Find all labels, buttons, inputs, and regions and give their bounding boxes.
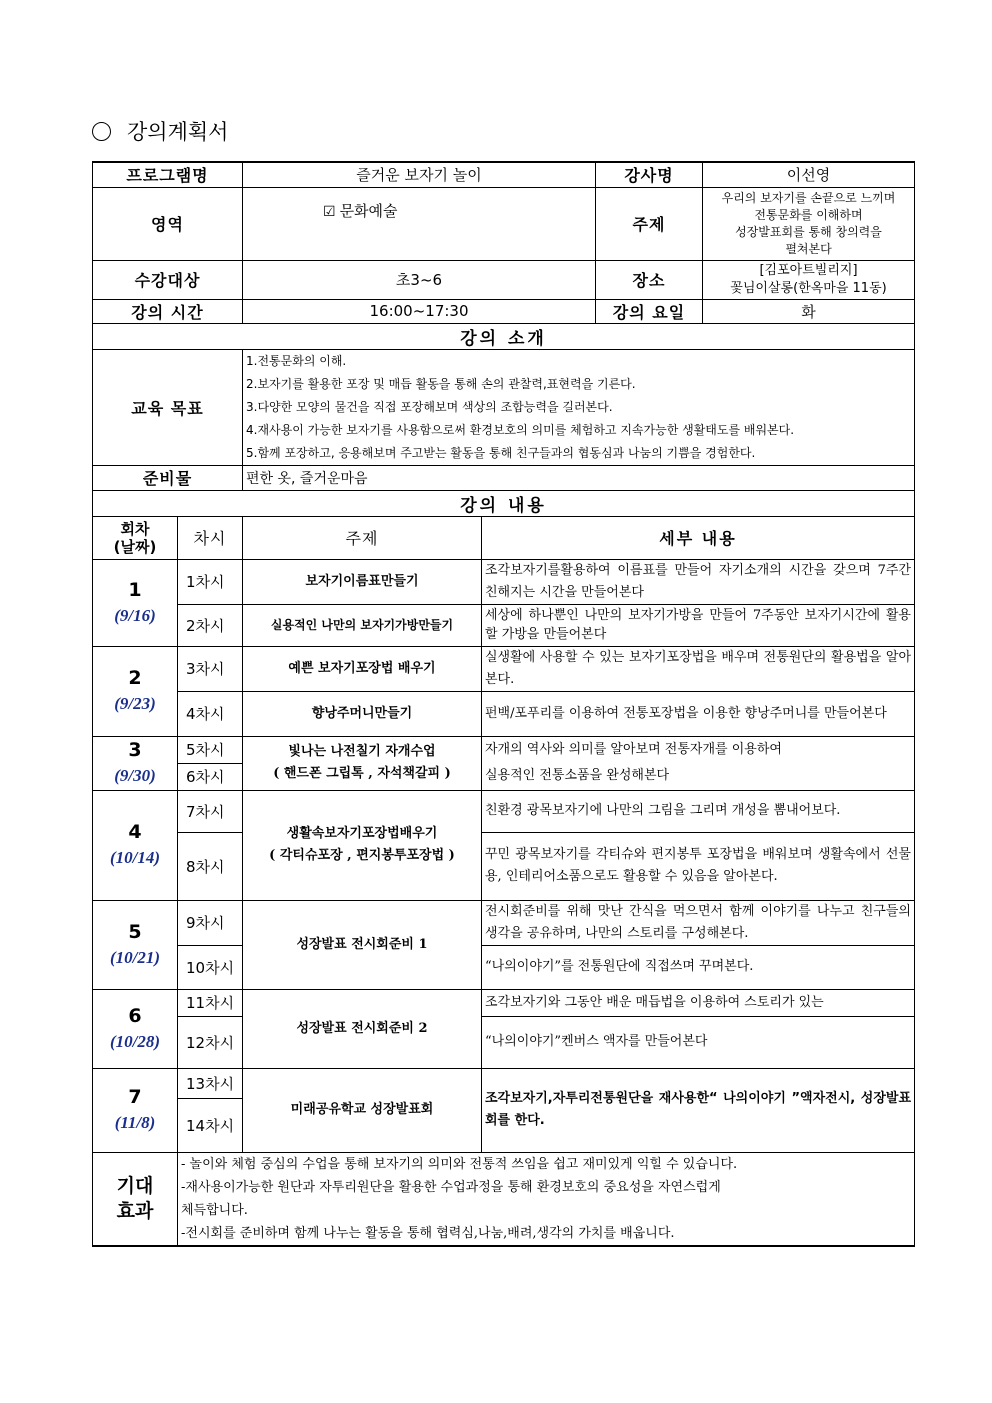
goal-item: 1.전통문화의 이해. <box>246 353 347 368</box>
week-date: (11/8) <box>114 1113 156 1132</box>
area-value: 문화예술 <box>339 201 398 220</box>
session-label: 9차시 <box>178 900 243 945</box>
goal-item: 4.재사용이 가능한 보자기를 사용함으로써 환경보호의 의미를 체험하고 지속가능한 생활태도를 배워본다. <box>246 422 795 437</box>
header-week-line: (날짜) <box>113 537 157 556</box>
target-label: 수강대상 <box>93 260 243 299</box>
goals-label: 교육 목표 <box>93 349 243 465</box>
place-line: 꽃님이살롱(한옥마을 11동) <box>730 280 887 296</box>
effect-line: -재사용이가능한 원단과 자투리원단을 활용한 수업과정을 통해 환경보호의 중요성을 자연스럽게 <box>181 1179 721 1195</box>
session-detail: “나의이야기”켄버스 액자를 만들어본다 <box>482 1016 915 1068</box>
header-week <box>93 516 178 559</box>
session-detail: 조각보자기를활용하여 이름표를 만들어 자기소개의 시간을 갖으며 7주간 친해지는 시간을 만들어본다 <box>482 559 915 604</box>
week-date: (9/30) <box>114 766 156 785</box>
content-section-title: 강의 내용 <box>93 490 915 516</box>
session-label: 6차시 <box>178 763 243 790</box>
theme-line: 전통문화를 이해하며 <box>754 207 863 222</box>
program-label: 프로그램명 <box>93 162 243 187</box>
effect-label-line: 효과 <box>116 1199 154 1222</box>
session-label: 8차시 <box>178 832 243 900</box>
goal-item: 2.보자기를 활용한 포장 및 매듭 활동을 통해 손의 관찰력,표현력을 기른다. <box>246 376 636 391</box>
session-label: 10차시 <box>178 945 243 989</box>
materials-value: 편한 옷, 즐거운마음 <box>243 465 915 490</box>
session-topic: 실용적인 나만의 보자기가방만들기 <box>243 604 482 646</box>
session-label: 2차시 <box>178 604 243 646</box>
materials-label: 준비물 <box>93 465 243 490</box>
session-topic: 미래공유학교 성장발표회 <box>243 1068 482 1152</box>
week-cell <box>93 900 178 989</box>
session-label: 13차시 <box>178 1068 243 1098</box>
session-label: 14차시 <box>178 1098 243 1152</box>
session-detail: 실용적인 전통소품을 완성해본다 <box>482 763 915 790</box>
week-cell <box>93 646 178 736</box>
theme-value <box>703 187 915 260</box>
session-detail: 자개의 역사와 의미를 알아보며 전통자개를 이용하여 <box>482 736 915 763</box>
theme-line: 펼쳐본다 <box>785 241 832 256</box>
week-number: 3 <box>128 739 142 761</box>
area-label: 영역 <box>93 187 243 260</box>
goals-list <box>243 349 915 465</box>
theme-line: 성장발표회를 통해 창의력을 <box>735 224 882 239</box>
document-title-text: 강의계획서 <box>127 120 229 144</box>
effect-line: - 놀이와 체험 중심의 수업을 통해 보자기의 의미와 전통적 쓰임을 쉽고 재미있게 익힐 수 있습니다. <box>181 1156 738 1172</box>
header-session: 차시 <box>178 516 243 559</box>
session-topic <box>243 736 482 790</box>
checkbox-checked-icon: ☑ <box>323 203 336 220</box>
theme-line: 우리의 보자기를 손끝으로 느끼며 <box>721 190 896 205</box>
week-date: (10/14) <box>109 848 161 867</box>
week-cell <box>93 1068 178 1152</box>
area-value-cell <box>243 187 596 260</box>
effect-label <box>93 1152 178 1246</box>
session-detail: 조각보자기,자투리전통원단을 재사용한“ 나의이야기 ”액자전시, 성장발표회를 한다. <box>482 1068 915 1152</box>
week-date: (10/28) <box>109 1031 161 1051</box>
day-value: 화 <box>703 299 915 323</box>
week-number: 5 <box>128 920 142 943</box>
session-topic: 성장발표 전시회준비 2 <box>243 989 482 1068</box>
effect-list <box>178 1152 915 1246</box>
program-value: 즐거운 보자기 놀이 <box>243 162 596 187</box>
session-topic <box>243 790 482 900</box>
time-value: 16:00~17:30 <box>243 299 596 323</box>
session-label: 7차시 <box>178 790 243 832</box>
week-cell <box>93 559 178 646</box>
instructor-label: 강사명 <box>596 162 703 187</box>
goal-item: 5.함께 포장하고, 응용해보며 주고받는 활동을 통해 친구들과의 협동심과 나눔의 기쁨을 경험한다. <box>246 445 756 460</box>
week-number: 1 <box>128 578 142 601</box>
topic-line: ( 각티슈포장 , 편지봉투포장법 ) <box>269 848 455 863</box>
header-detail: 세부 내용 <box>482 516 915 559</box>
week-date: (10/21) <box>109 947 161 967</box>
day-label: 강의 요일 <box>596 299 703 323</box>
session-detail: 세상에 하나뿐인 나만의 보자기가방을 만들어 7주동안 보자기시간에 활용할 가방을 만들어본다 <box>482 604 915 646</box>
effect-line: -전시회를 준비하며 함께 나누는 활동을 통해 협력심,나눔,배려,생각의 가치를 배웁니다. <box>181 1225 675 1241</box>
topic-line: ( 핸드폰 그립톡 , 자석책갈피 ) <box>273 766 451 781</box>
week-number: 2 <box>128 667 142 689</box>
session-label: 4차시 <box>178 691 243 736</box>
week-number: 7 <box>128 1086 142 1108</box>
goal-item: 3.다양한 모양의 물건을 직접 포장해보며 색상의 조합능력을 길러본다. <box>246 399 613 414</box>
session-detail: 전시회준비를 위해 맛난 간식을 먹으면서 함께 이야기를 나누고 친구들의 생각을 공유하며, 나만의 스토리를 구성해본다. <box>482 900 915 945</box>
session-detail: “나의이야기”를 전통원단에 직접쓰며 꾸며본다. <box>482 945 915 989</box>
session-topic: 보자기이름표만들기 <box>243 559 482 604</box>
session-detail: 꾸민 광목보자기를 각티슈와 편지봉투 포장법을 배워보며 생활속에서 선물용, 인테리어소품으로도 활용할 수 있음을 알아본다. <box>482 832 915 900</box>
session-detail: 조각보자기와 그동안 배운 매듭법을 이용하여 스토리가 있는 <box>482 989 915 1016</box>
session-label: 5차시 <box>178 736 243 763</box>
session-topic: 성장발표 전시회준비 1 <box>243 900 482 989</box>
session-detail: 펀백/포푸리를 이용하여 전통포장법을 이용한 향낭주머니를 만들어본다 <box>482 691 915 736</box>
week-date: (9/23) <box>114 694 156 713</box>
target-value: 초3~6 <box>243 260 596 299</box>
week-date: (9/16) <box>114 605 156 625</box>
intro-section-title: 강의 소개 <box>93 323 915 349</box>
week-number: 4 <box>128 821 142 843</box>
time-label: 강의 시간 <box>93 299 243 323</box>
session-detail: 친환경 광목보자기에 나만의 그림을 그리며 개성을 뽐내어보다. <box>482 790 915 832</box>
session-label: 1차시 <box>178 559 243 604</box>
session-label: 12차시 <box>178 1016 243 1068</box>
effect-label-line: 기대 <box>116 1174 154 1197</box>
effect-line: 체득합니다. <box>181 1202 248 1218</box>
week-number: 6 <box>128 1004 142 1027</box>
header-week-line: 회차 <box>120 519 150 538</box>
session-label: 3차시 <box>178 646 243 691</box>
place-label: 장소 <box>596 260 703 299</box>
week-cell <box>93 736 178 790</box>
session-label: 11차시 <box>178 989 243 1016</box>
header-topic: 주제 <box>243 516 482 559</box>
instructor-value: 이선영 <box>703 162 915 187</box>
week-cell <box>93 989 178 1068</box>
place-value <box>703 260 915 299</box>
session-detail: 실생활에 사용할 수 있는 보자기포장법을 배우며 전통원단의 활용법을 알아본다. <box>482 646 915 691</box>
topic-line: 생활속보자기포장법배우기 <box>286 826 438 841</box>
theme-label: 주제 <box>596 187 703 260</box>
circle-bullet-icon <box>92 122 111 141</box>
lecture-plan-table <box>92 161 915 1247</box>
week-cell <box>93 790 178 900</box>
session-topic: 예쁜 보자기포장법 배우기 <box>243 646 482 691</box>
session-topic: 향낭주머니만들기 <box>243 691 482 736</box>
place-line: [김포아트빌리지] <box>759 262 858 278</box>
document-title <box>92 116 228 146</box>
topic-line: 빛나는 나전칠기 자개수업 <box>288 744 436 759</box>
